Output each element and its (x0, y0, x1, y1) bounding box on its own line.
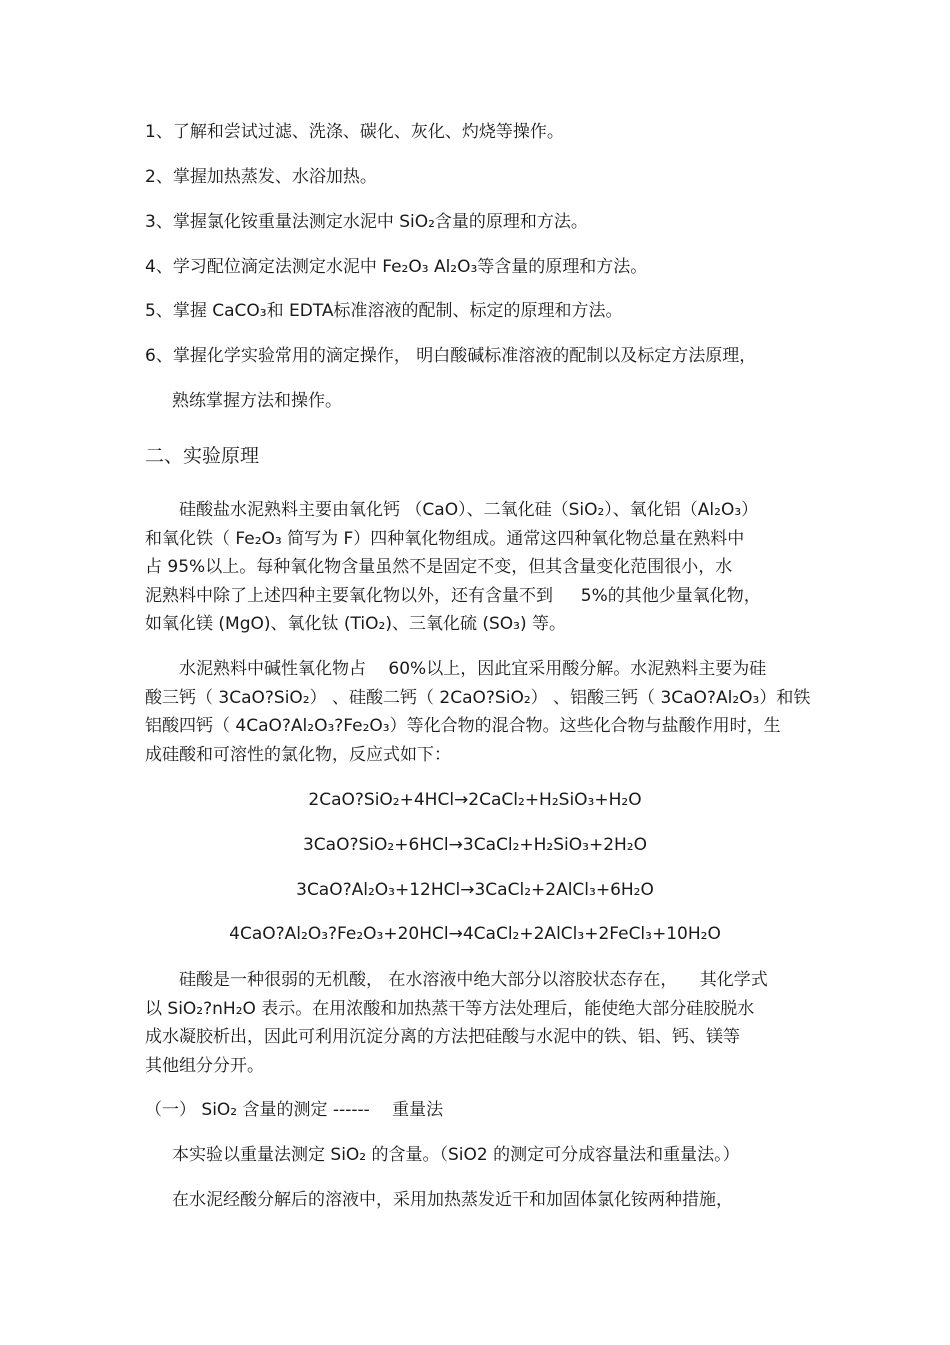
paragraph-procedure: 在水泥经酸分解后的溶液中，采用加热蒸发近干和加固体氯化铵两种措施， (172, 1190, 733, 1210)
paragraph-silicic-acid (145, 966, 810, 1080)
paragraph-composition (145, 496, 810, 639)
paragraph-line: 硅酸是一种很弱的无机酸， 在水溶液中绝大部分以溶胶状态存在， 其化学式 (145, 970, 768, 990)
reaction-equation-2: 3CaO?SiO₂+6HCl→3CaCl₂+H₂SiO₃+2H₂O (302, 835, 647, 855)
objective-6: 6、掌握化学实验常用的滴定操作， 明白酸碱标准溶液的配制以及标定方法原理， (145, 346, 757, 366)
section-heading: 二、实验原理 (145, 445, 260, 467)
paragraph-line: 以 SiO₂?nH₂O 表示。在用浓酸和加热蒸干等方法处理后，能使绝大部分硅胶脱水 (145, 998, 755, 1019)
paragraph-line: 占 95%以上。每种氧化物含量虽然不是固定不变，但其含量变化范围很小，水 (145, 557, 733, 577)
reaction-equation-3: 3CaO?Al₂O₃+12HCl→3CaCl₂+2AlCl₃+6H₂O (296, 880, 654, 900)
objective-3: 3、掌握氯化铵重量法测定水泥中 SiO₂含量的原理和方法。 (145, 212, 588, 232)
paragraph-line: 酸三钙（ 3CaO?SiO₂） 、硅酸二钙（ 2CaO?SiO₂） 、铝酸三钙（ 3CaO?Al₂O₃）和铁 (145, 687, 811, 708)
paragraph-line: 成硅酸和可溶性的氯化物，反应式如下： (145, 744, 451, 765)
objective-5: 5、掌握 CaCO₃和 EDTA标准溶液的配制、标定的原理和方法。 (145, 301, 623, 321)
objective-1: 1、了解和尝试过滤、洗涤、碳化、灰化、灼烧等操作。 (145, 122, 564, 142)
reaction-equation-1: 2CaO?SiO₂+4HCl→2CaCl₂+H₂SiO₃+H₂O (308, 790, 642, 810)
paragraph-line: 如氧化镁 (MgO)、氧化钛 (TiO₂)、三氧化硫 (SO₃) 等。 (145, 614, 567, 634)
objective-4: 4、学习配位滴定法测定水泥中 Fe₂O₃ Al₂O₃等含量的原理和方法。 (145, 257, 648, 277)
objective-2: 2、掌握加热蒸发、水浴加热。 (145, 167, 377, 187)
paragraph-line: 水泥熟料中碱性氧化物占 60%以上，因此宜采用酸分解。水泥熟料主要为硅 (145, 659, 767, 679)
subsection-heading: （一） SiO₂ 含量的测定 ------ 重量法 (145, 1100, 444, 1120)
paragraph-line: 成水凝胶析出，因此可利用沉淀分离的方法把硅酸与水泥中的铁、铝、钙、镁等 (145, 1027, 740, 1047)
paragraph-gravimetric-method: 本实验以重量法测定 SiO₂ 的含量。（SiO2 的测定可分成容量法和重量法。） (172, 1145, 740, 1165)
paragraph-line: 硅酸盐水泥熟料主要由氧化钙 （CaO）、二氧化硅（SiO₂）、氧化铝（Al₂O₃） (145, 500, 759, 520)
objective-6-continuation: 熟练掌握方法和操作。 (172, 391, 342, 411)
paragraph-line: 其他组分分开。 (145, 1055, 264, 1076)
paragraph-acid-decomposition (145, 655, 810, 769)
reaction-equation-4: 4CaO?Al₂O₃?Fe₂O₃+20HCl→4CaCl₂+2AlCl₃+2FeCl₃+10H₂O (229, 924, 721, 944)
paragraph-line: 铝酸四钙（ 4CaO?Al₂O₃?Fe₂O₃）等化合物的混合物。这些化合物与盐酸作用时，生 (145, 716, 781, 736)
paragraph-line: 泥熟料中除了上述四种主要氧化物以外，还有含量不到 5%的其他少量氧化物， (145, 585, 761, 606)
paragraph-line: 和氧化铁（ Fe₂O₃ 简写为 F）四种氧化物组成。通常这四种氧化物总量在熟料中 (145, 528, 745, 549)
